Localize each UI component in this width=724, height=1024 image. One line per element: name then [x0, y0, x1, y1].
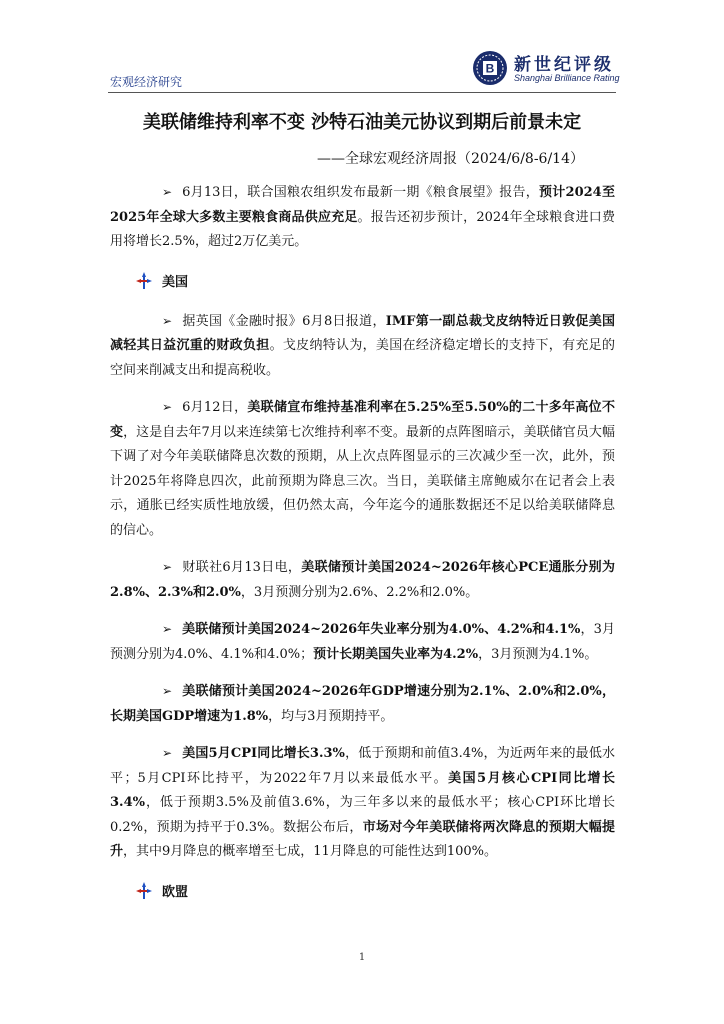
bullet-paragraph: [110, 617, 615, 667]
bullet-paragraph: [110, 395, 615, 543]
logo-english-name: Shanghai Brilliance Rating: [514, 73, 620, 83]
bullet-paragraph: [110, 555, 615, 605]
header-divider: [108, 92, 616, 93]
bold-highlight-text: IMF第一副总裁戈皮纳特近日敦促美国减轻其日益沉重的财政负担: [110, 313, 616, 353]
report-subtitle: ——全球宏观经济周报（2024/6/8-6/14）: [316, 151, 584, 167]
bullet-arrow-icon: ➢: [162, 684, 173, 698]
section-title: 欧盟: [162, 885, 189, 900]
bullet-arrow-icon: ➢: [162, 185, 173, 199]
paragraph-text: 。戈皮纳特认为，美国在经济稳定增长的支持下，有充足的空间来削减支出和提高税收。: [110, 338, 615, 378]
report-body: [110, 180, 615, 919]
bullet-paragraph: [110, 679, 615, 729]
bold-highlight-text: 美联储预计美国2024~2026年失业率分别为4.0%、4.2%和4.1%: [182, 622, 581, 637]
bullet-arrow-icon: ➢: [162, 560, 173, 574]
bold-highlight-text: 预计长期美国失业率为4.2%: [313, 646, 479, 662]
paragraph-text: ，3月预测分别为4.0%、4.1%和4.0%；: [110, 622, 615, 662]
page-number: 1: [358, 952, 366, 963]
paragraph-text: ，均与3月预期持平。: [268, 708, 394, 724]
bold-highlight-text: 预计2024至2025年全球大多数主要粮食商品供应充足: [110, 185, 615, 225]
bullet-arrow-icon: ➢: [162, 622, 173, 636]
paragraph-text: ，其中9月降息的概率增至七成，11月降息的可能性达到100%。: [123, 844, 497, 859]
paragraph-text: ，3月预测分别为2.6%、2.2%和2.0%。: [240, 584, 479, 600]
paragraph-text: 6月12日，: [182, 400, 248, 415]
bold-highlight-text: 美联储预计美国2024~2026年核心PCE通胀分别为2.8%、2.3%和2.0%: [110, 560, 615, 600]
bullet-arrow-icon: ➢: [162, 746, 173, 760]
section-title: 美国: [162, 275, 189, 290]
logo-chinese-name: 新世纪评级: [514, 55, 614, 75]
section-marker-icon: [136, 882, 152, 900]
paragraph-text: 财联社6月13日电，: [182, 560, 302, 575]
header-section-label: 宏观经济研究: [110, 75, 183, 89]
paragraph-text: ，这是自去年7月以来连续第七次维持利率不变。最新的点阵图暗示，美联储官员大幅下调了对今年美联储降息次数的预期，从上次点阵图显示的三次减少至一次，此外，预计2025年将降息四次，此前预期为降息三次。当日，美联储主席鲍威尔在记者会上表示，通胀已经实质性地放缓，但仍然太高，今年迄今的通胀数据还不足以给美联储降息的信心。: [110, 424, 615, 538]
brilliance-logo-icon: [472, 50, 508, 86]
paragraph-text: 6月13日，联合国粮农组织发布最新一期《粮食展望》报告，: [182, 185, 540, 200]
paragraph-text: ，低于预期3.5%及前值3.6%，为三年多以来的最低水平；核心CPI环比增长0.2%，预期为持平于0.3%。数据公布后，: [110, 795, 615, 835]
bullet-paragraph: [110, 309, 615, 384]
section-heading: [136, 269, 615, 293]
company-logo: [470, 48, 630, 92]
paragraph-text: 。报告还初步预计，2024年全球粮食进口费用将增长2.5%，超过2万亿美元。: [110, 209, 615, 249]
section-marker-icon: [136, 272, 152, 290]
bullet-arrow-icon: ➢: [162, 313, 173, 328]
bold-highlight-text: 美联储宣布维持基准利率在5.25%至5.50%的二十多年高位不变: [110, 400, 615, 440]
bullet-arrow-icon: ➢: [162, 400, 173, 414]
section-heading: [136, 879, 615, 903]
bullet-paragraph: [110, 180, 615, 255]
report-title: 美联储维持利率不变 沙特石油美元协议到期后前景未定: [142, 112, 582, 133]
bold-highlight-text: 美国5月CPI同比增长3.3%: [182, 746, 345, 761]
paragraph-text: 据英国《金融时报》6月8日报道，: [182, 313, 386, 329]
bold-highlight-text: 市场对今年美联储将两次降息的预期大幅提升: [110, 819, 615, 859]
bullet-paragraph: [110, 741, 615, 865]
svg-text:B: B: [485, 61, 495, 76]
bold-highlight-text: 美联储预计美国2024~2026年GDP增速分别为2.1%、2.0%和2.0%，长期美国GDP增速为1.8%: [110, 684, 615, 724]
bold-highlight-text: 美国5月核心CPI同比增长3.4%: [110, 770, 615, 810]
paragraph-text: ，低于预期和前值3.4%，为近两年来的最低水平；5月CPI环比持平，为2022年7月以来最低水平。: [110, 746, 616, 786]
paragraph-text: ，3月预测为4.1%。: [478, 646, 598, 662]
